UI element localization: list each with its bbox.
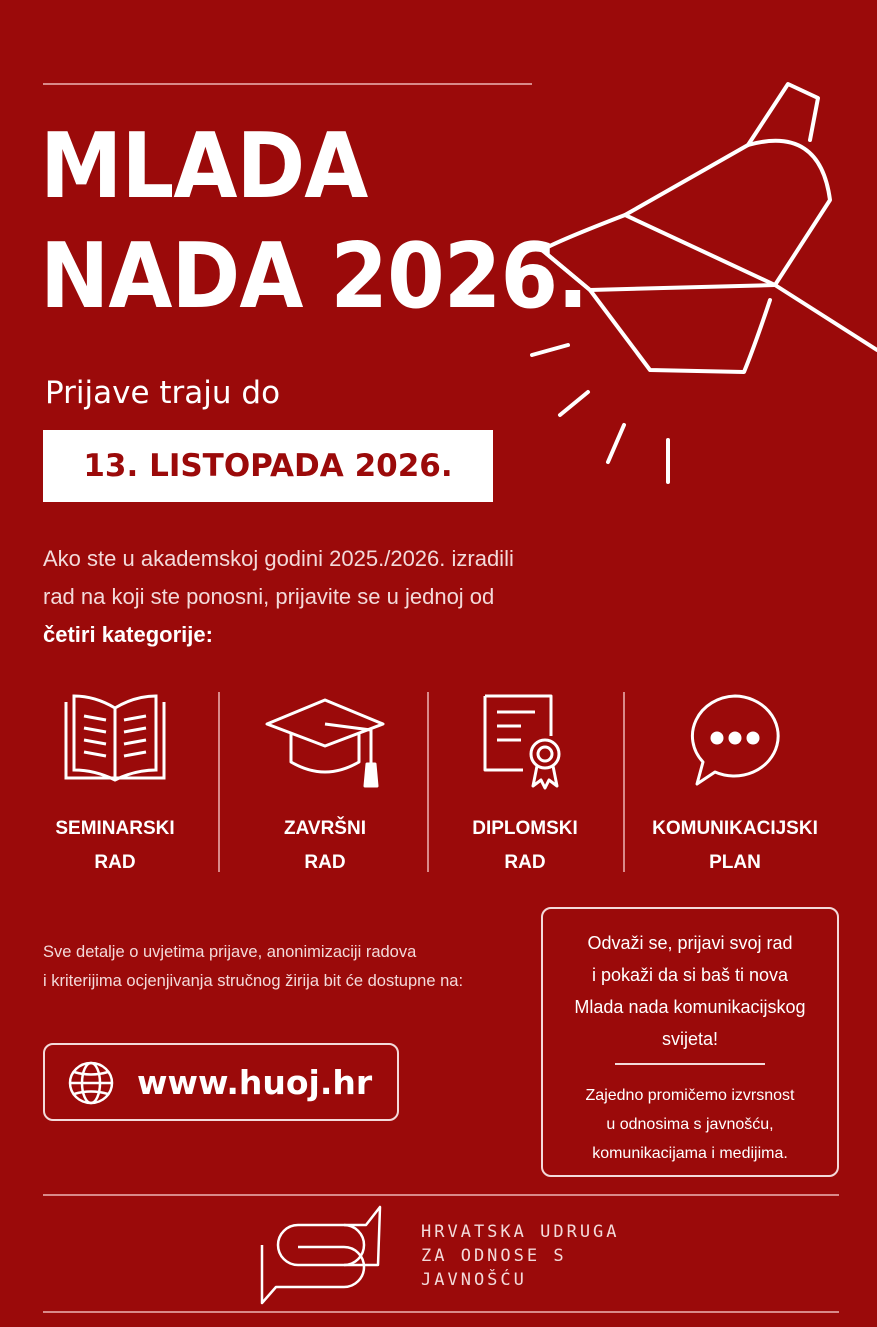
category-zavrsni xyxy=(240,690,410,880)
website-button[interactable] xyxy=(43,1043,399,1121)
category-label-4b: PLAN xyxy=(709,852,761,873)
details-line-2: i kriterijima ocjenjivanja stručnog žirija bit će dostupne na: xyxy=(43,972,464,990)
deadline-date: 13. LISTOPADA 2026. xyxy=(43,430,493,502)
callout-divider xyxy=(615,1063,765,1065)
callout-line-4: svijeta! xyxy=(661,1029,719,1049)
intro-text xyxy=(43,540,583,654)
org-line-2: ZA ODNOSE S xyxy=(421,1246,567,1266)
intro-line-2: rad na koji ste ponosni, prijavite se u jednoj od xyxy=(43,584,495,609)
callout-line-6: u odnosima s javnošću, xyxy=(606,1116,774,1133)
category-label-3b: RAD xyxy=(504,852,546,873)
title-line-2: NADA 2026. xyxy=(40,224,588,329)
details-text xyxy=(43,938,523,996)
callout-line-5: Zajedno promičemo izvrsnost xyxy=(585,1087,795,1104)
megaphone-icon xyxy=(520,70,877,490)
org-line-1: HRVATSKA UDRUGA xyxy=(421,1222,620,1242)
callout-line-2: i pokaži da si baš ti nova xyxy=(591,965,789,985)
top-divider xyxy=(43,83,532,85)
org-line-3: JAVNOŠĆU xyxy=(421,1270,527,1290)
organization-name xyxy=(421,1220,620,1292)
huoj-logo-icon xyxy=(258,1203,383,1308)
callout-box xyxy=(541,907,839,1177)
category-label-2b: RAD xyxy=(304,852,346,873)
details-line-1: Sve detalje o uvjetima prijave, anonimizaciji radova xyxy=(43,943,417,961)
speech-bubble-icon xyxy=(685,690,785,790)
category-divider xyxy=(427,692,429,872)
bottom-divider-2 xyxy=(43,1311,839,1313)
globe-icon xyxy=(67,1061,115,1105)
website-url[interactable]: www.huoj.hr xyxy=(137,1063,373,1102)
page-title xyxy=(40,112,588,332)
intro-categories-label: četiri kategorije: xyxy=(43,622,213,647)
category-divider xyxy=(218,692,220,872)
category-label-1a: SEMINARSKI xyxy=(55,818,175,839)
callout-line-7: komunikacijama i medijima. xyxy=(592,1145,788,1162)
open-book-icon xyxy=(60,690,170,790)
callout-line-3: Mlada nada komunikacijskog xyxy=(574,997,806,1017)
intro-line-1: Ako ste u akademskoj godini 2025./2026. izradili xyxy=(43,546,514,571)
category-label-4a: KOMUNIKACIJSKI xyxy=(652,818,818,839)
certificate-icon xyxy=(475,690,575,790)
title-line-1: MLADA xyxy=(40,114,368,219)
category-label-2a: ZAVRŠNI xyxy=(284,818,366,839)
category-label-3a: DIPLOMSKI xyxy=(472,818,578,839)
category-komunikacijski xyxy=(635,690,835,880)
deadline-label: Prijave traju do xyxy=(45,375,281,411)
category-seminarski xyxy=(30,690,200,880)
bottom-divider xyxy=(43,1194,839,1196)
category-label-1b: RAD xyxy=(94,852,136,873)
category-diplomski xyxy=(440,690,610,880)
callout-line-1: Odvaži se, prijavi svoj rad xyxy=(587,933,793,953)
category-divider xyxy=(623,692,625,872)
categories xyxy=(30,690,860,880)
graduation-cap-icon xyxy=(263,690,387,790)
